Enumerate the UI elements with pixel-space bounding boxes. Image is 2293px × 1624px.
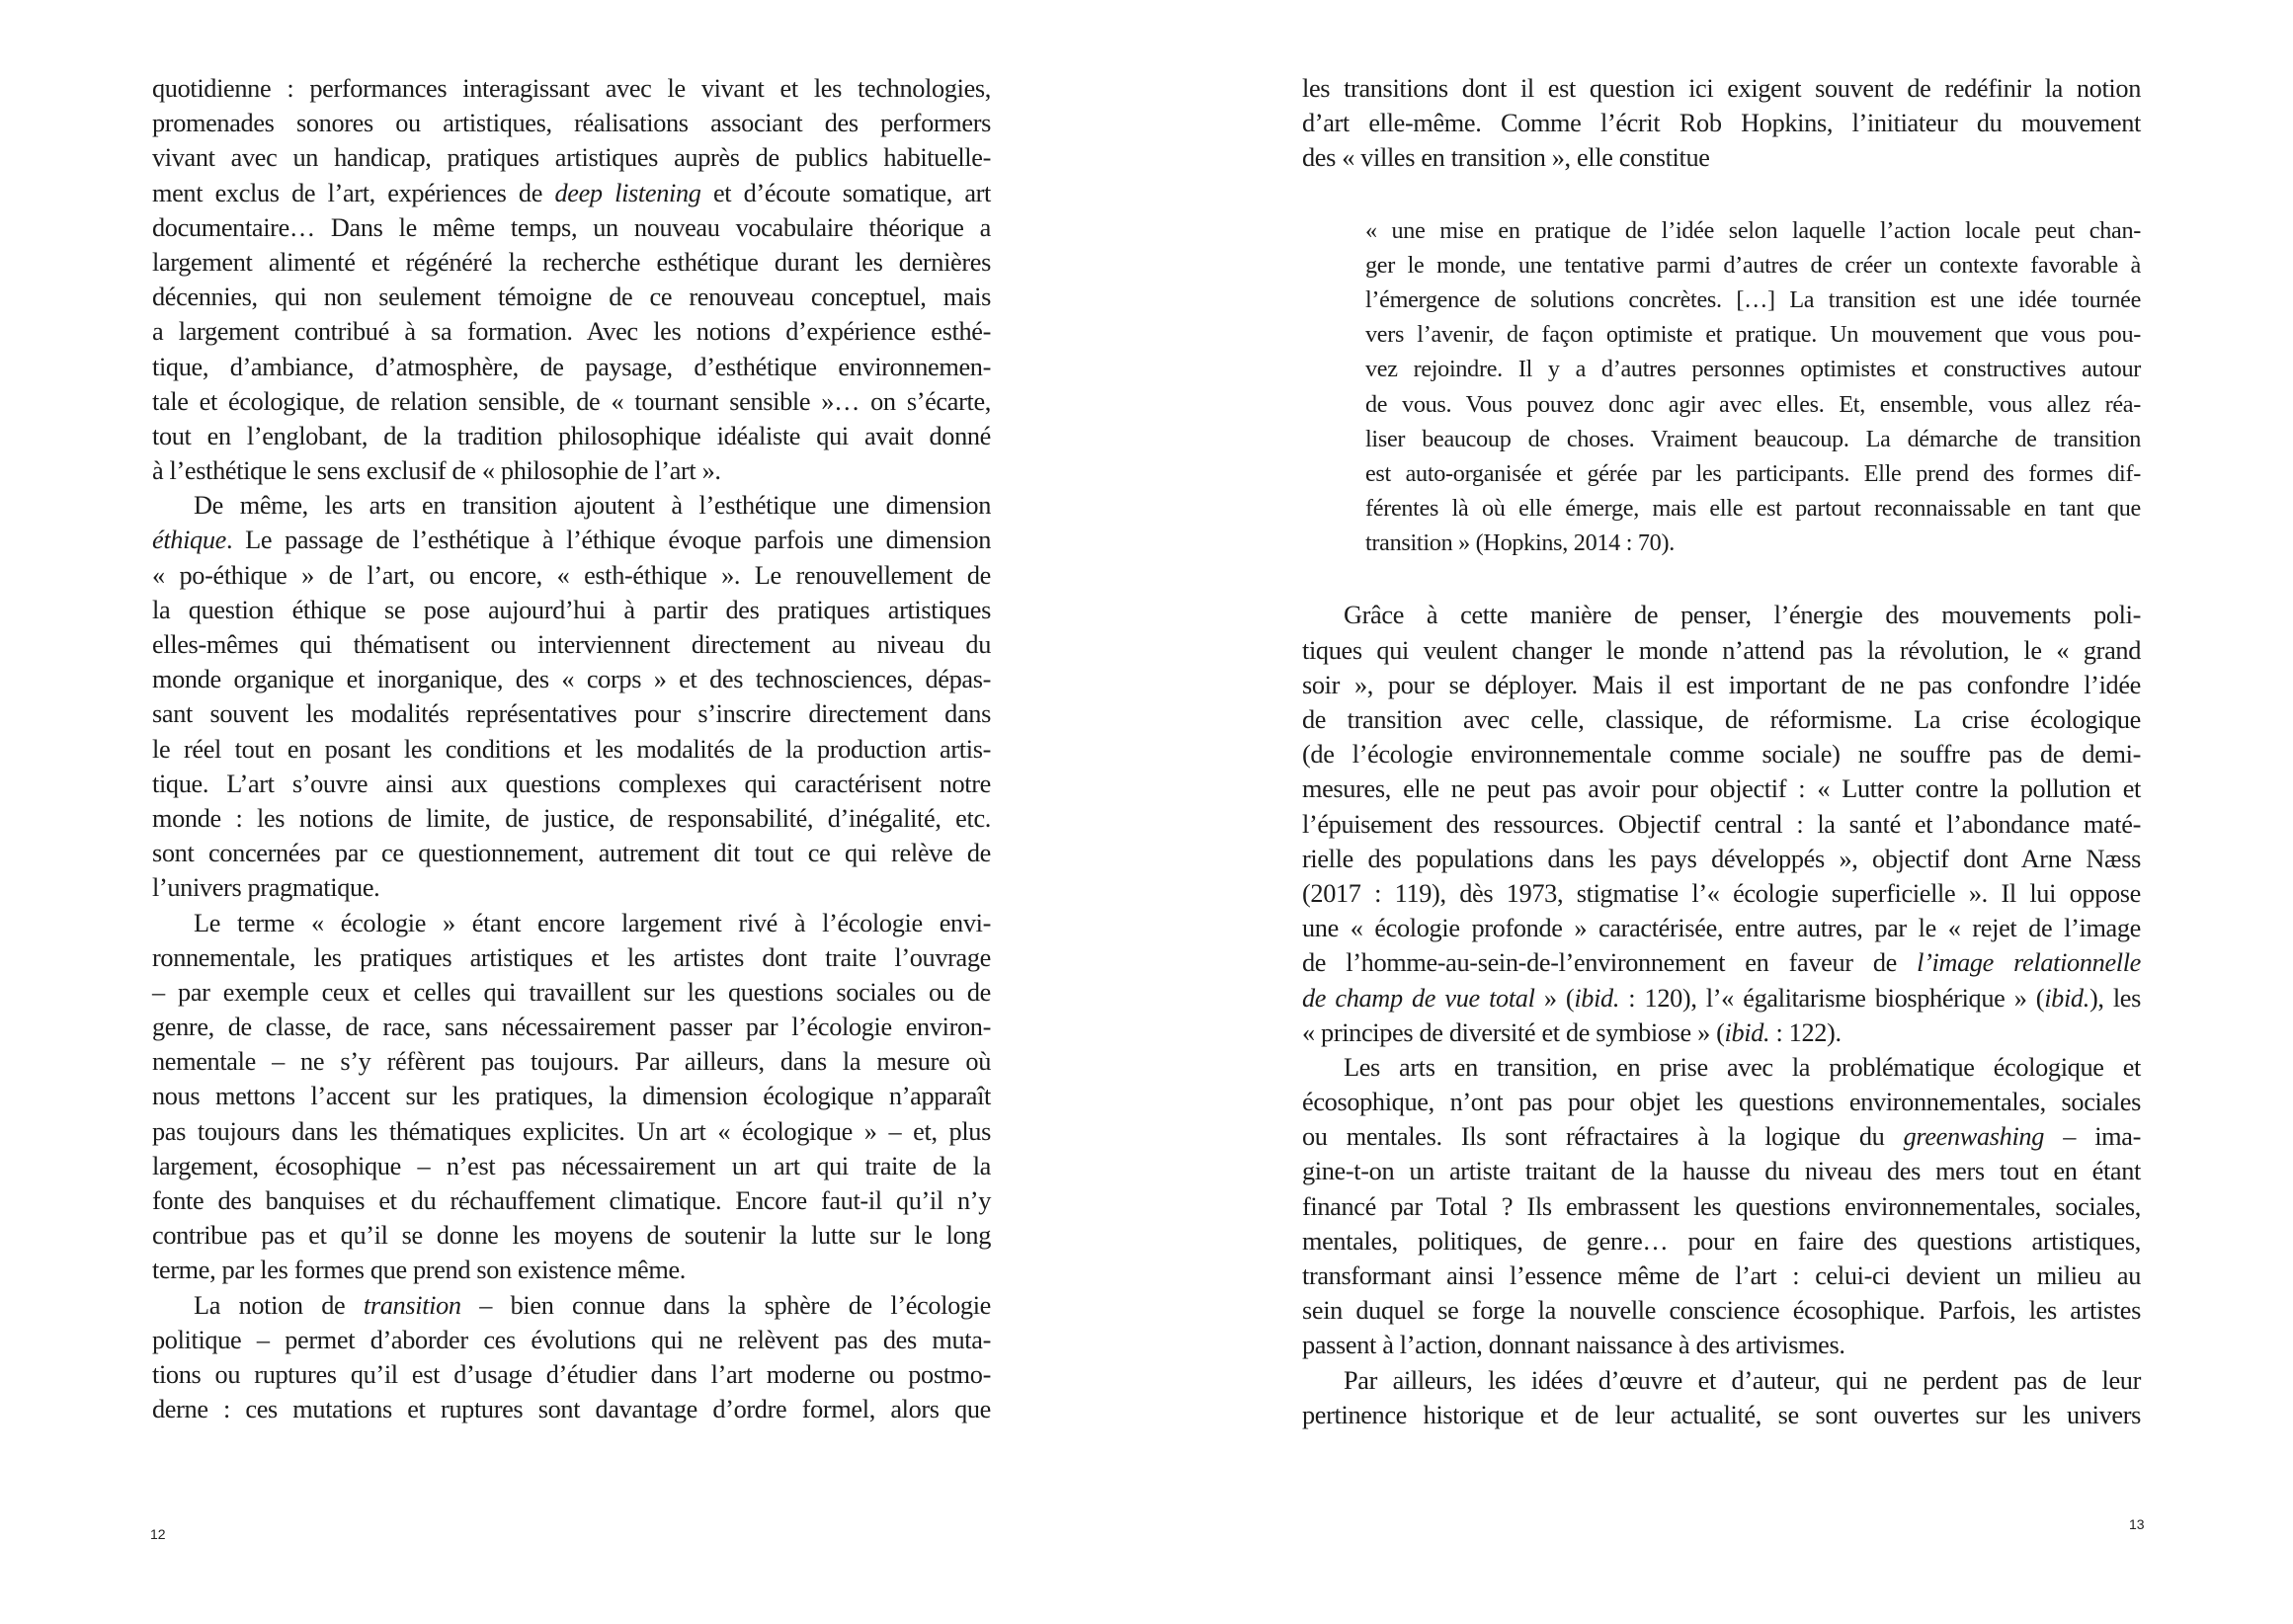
text-line: tale et écologique, de relation sensible, de « tournant sensible »… on s’écarte, bbox=[152, 386, 991, 416]
text-line: tout en l’englobant, de la tradition philosophique idéaliste qui avait donné bbox=[152, 421, 991, 450]
text-line: vers l’avenir, de façon optimiste et pratique. Un mouvement que vous pou- bbox=[1365, 321, 2141, 349]
text-line: fonte des banquises et du réchauffement climatique. Encore faut-il qu’il n’y bbox=[152, 1186, 991, 1215]
text-line: la question éthique se pose aujourd’hui à partir des pratiques artistiques bbox=[152, 595, 991, 624]
text-line: d’art elle-même. Comme l’écrit Rob Hopkins, l’initiateur du mouvement bbox=[1302, 109, 2141, 138]
text-line: Grâce à cette manière de penser, l’énergie des mouvements poli- bbox=[1344, 601, 2141, 630]
text-line: financé par Total ? Ils embrassent les questions environnementales, sociales, bbox=[1302, 1191, 2141, 1221]
text-line: a largement contribué à sa formation. Avec les notions d’expérience esthé- bbox=[152, 317, 991, 347]
text-line: nous mettons l’accent sur les pratiques, la dimension écologique n’apparaît bbox=[152, 1082, 991, 1111]
text-line: promenades sonores ou artistiques, réalisations associant des performers bbox=[152, 109, 991, 138]
text-line: La notion de transition – bien connue dans la sphère de l’écologie bbox=[194, 1290, 991, 1320]
text-line: férentes là où elle émerge, mais elle est partout reconnaissable en tant que bbox=[1365, 495, 2141, 523]
text-line: elles-mêmes qui thématisent ou interviennent directement au niveau du bbox=[152, 630, 991, 659]
text-line: ment exclus de l’art, expériences de deep listening et d’écoute somatique, art bbox=[152, 178, 992, 207]
text-line: éthique. Le passage de l’esthétique à l’éthique évoque parfois une dimension bbox=[152, 526, 991, 555]
text-line: monde organique et inorganique, des « corps » et des technosciences, dépas- bbox=[152, 665, 991, 694]
left-page-text-column bbox=[152, 71, 991, 1426]
paragraph bbox=[152, 1288, 991, 1427]
right-page bbox=[1146, 0, 2293, 1624]
text-line: ronnementale, les pratiques artistiques et les artistes dont traite l’ouvrage bbox=[152, 942, 991, 972]
text-line: est auto-organisée et gérée par les participants. Elle prend des formes dif- bbox=[1365, 459, 2141, 487]
text-line: le réel tout en posant les conditions et les modalités de la production artis- bbox=[152, 734, 991, 764]
text-line: soir », pour se déployer. Mais il est important de ne pas confondre l’idée bbox=[1302, 670, 2141, 699]
text-line: une « écologie profonde » caractérisée, entre autres, par le « rejet de l’image bbox=[1302, 914, 2141, 943]
text-line: mesures, elle ne peut pas avoir pour objectif : « Lutter contre la pollution et bbox=[1302, 774, 2141, 804]
text-line: Par ailleurs, les idées d’œuvre et d’auteur, qui ne perdent pas de leur bbox=[1344, 1365, 2141, 1395]
text-line: les transitions dont il est question ici exigent souvent de redéfinir la notion bbox=[1302, 74, 2141, 103]
text-line: Le terme « écologie » étant encore largement rivé à l’écologie envi- bbox=[194, 908, 991, 937]
text-line: tions ou ruptures qu’il est d’usage d’étudier dans l’art moderne ou postmo- bbox=[152, 1359, 991, 1389]
text-line: tiques qui veulent changer le monde n’attend pas la révolution, le « grand bbox=[1302, 635, 2141, 665]
text-line: genre, de classe, de race, sans nécessairement passer par l’écologie environ- bbox=[152, 1013, 991, 1042]
text-line: ou mentales. Ils sont réfractaires à la logique du greenwashing – ima- bbox=[1302, 1122, 2141, 1152]
intro-paragraph bbox=[1302, 71, 2141, 176]
text-line: passent à l’action, donnant naissance à des artivismes. bbox=[1302, 1331, 1845, 1360]
text-line: de transition avec celle, classique, de réformisme. La crise écologique bbox=[1302, 705, 2141, 734]
text-line: l’émergence de solutions concrètes. […] La transition est une idée tournée bbox=[1365, 285, 2141, 313]
text-line: liser beaucoup de choses. Vraiment beaucoup. La démarche de transition bbox=[1365, 425, 2141, 452]
paragraph bbox=[1302, 1363, 2141, 1432]
text-line: De même, les arts en transition ajoutent à l’esthétique une dimension bbox=[194, 491, 991, 521]
text-line: largement alimenté et régénéré la recherche esthétique durant les dernières bbox=[152, 247, 991, 277]
text-line: transition » (Hopkins, 2014 : 70). bbox=[1365, 529, 1675, 557]
text-line: de vous. Vous pouvez donc agir avec elles. Et, ensemble, vous allez réa- bbox=[1365, 390, 2141, 418]
text-line: monde : les notions de limite, de justice, de responsabilité, d’inégalité, etc. bbox=[152, 803, 991, 833]
text-line: « une mise en pratique de l’idée selon laquelle l’action locale peut chan- bbox=[1365, 216, 2141, 244]
text-line: sant souvent les modalités représentatives pour s’inscrire directement dans bbox=[152, 699, 991, 729]
text-line: Les arts en transition, en prise avec la problématique écologique et bbox=[1344, 1052, 2141, 1082]
body-paragraphs bbox=[1302, 598, 2141, 1432]
text-line: contribue pas et qu’il se donne les moyens de soutenir la lutte sur le long bbox=[152, 1221, 991, 1251]
text-line: terme, par les formes que prend son existence même. bbox=[152, 1256, 687, 1285]
text-line: vivant avec un handicap, pratiques artistiques auprès de publics habituelle- bbox=[152, 143, 991, 173]
text-line: pas toujours dans les thématiques explicites. Un art « écologique » – et, plus bbox=[152, 1116, 991, 1146]
paragraph bbox=[152, 906, 991, 1288]
paragraph bbox=[1302, 598, 2141, 1049]
text-line: écosophique, n’ont pas pour objet les questions environnementales, sociales bbox=[1302, 1088, 2141, 1117]
text-line: à l’esthétique le sens exclusif de « philosophie de l’art ». bbox=[152, 456, 721, 486]
text-line: (de l’écologie environnementale comme sociale) ne souffre pas de demi- bbox=[1302, 740, 2141, 770]
text-line: transformant ainsi l’essence même de l’art : celui-ci devient un milieu au bbox=[1302, 1261, 2141, 1290]
text-line: largement, écosophique – n’est pas nécessairement un art qui traite de la bbox=[152, 1151, 991, 1180]
text-line: documentaire… Dans le même temps, un nouveau vocabulaire théorique a bbox=[152, 212, 991, 242]
text-line: « po-éthique » de l’art, ou encore, « esth-éthique ». Le renouvellement de bbox=[152, 560, 991, 590]
text-line: derne : ces mutations et ruptures sont davantage d’ordre formel, alors que bbox=[152, 1395, 991, 1424]
text-line: sont concernées par ce questionnement, autrement dit tout ce qui relève de bbox=[152, 839, 991, 868]
block-quote bbox=[1365, 213, 2141, 561]
text-line: mentales, politiques, de genre… pour en faire des questions artistiques, bbox=[1302, 1226, 2141, 1256]
text-line: tique, d’ambiance, d’atmosphère, de paysage, d’esthétique environnemen- bbox=[152, 352, 991, 381]
text-line: de l’homme-au-sein-de-l’environnement en faveur de l’image relationnelle bbox=[1302, 948, 2142, 978]
text-line: ger le monde, une tentative parmi d’autres de créer un contexte favorable à bbox=[1365, 251, 2141, 279]
text-line: des « villes en transition », elle constitue bbox=[1302, 143, 1710, 173]
paragraph bbox=[1302, 1050, 2141, 1363]
text-line: « principes de diversité et de symbiose » (ibid. : 122). bbox=[1302, 1017, 1842, 1047]
text-line: décennies, qui non seulement témoigne de ce renouveau conceptuel, mais bbox=[152, 283, 991, 312]
text-line: quotidienne : performances interagissant avec le vivant et les technologies, bbox=[152, 74, 991, 103]
text-line: (2017 : 119), dès 1973, stigmatise l’« écologie superficielle ». Il lui oppose bbox=[1302, 878, 2141, 908]
right-page-text-column bbox=[1302, 71, 2141, 1432]
text-line: vez rejoindre. Il y a d’autres personnes optimistes et constructives autour bbox=[1365, 356, 2141, 383]
paragraph bbox=[152, 488, 991, 905]
page-number-right: 13 bbox=[2129, 1516, 2145, 1532]
text-line: gine-t-on un artiste traitant de la hausse du niveau des mers tout en étant bbox=[1302, 1157, 2141, 1186]
text-line: rielle des populations dans les pays développés », objectif dont Arne Næss bbox=[1302, 844, 2141, 873]
text-line: l’univers pragmatique. bbox=[152, 873, 380, 903]
page-number-left: 12 bbox=[150, 1526, 166, 1542]
text-line: pertinence historique et de leur actualité, se sont ouvertes sur les univers bbox=[1302, 1400, 2141, 1429]
paragraph bbox=[152, 71, 991, 488]
text-line: nementale – ne s’y réfèrent pas toujours. Par ailleurs, dans la mesure où bbox=[152, 1047, 991, 1077]
text-line: tique. L’art s’ouvre ainsi aux questions complexes qui caractérisent notre bbox=[152, 769, 991, 798]
text-line: l’épuisement des ressources. Objectif central : la santé et l’abondance maté- bbox=[1302, 809, 2141, 839]
text-line: sein duquel se forge la nouvelle conscience écosophique. Parfois, les artistes bbox=[1302, 1296, 2141, 1326]
text-line: politique – permet d’aborder ces évolutions qui ne relèvent pas des muta- bbox=[152, 1325, 991, 1354]
text-line: – par exemple ceux et celles qui travaillent sur les questions sociales ou de bbox=[152, 977, 991, 1007]
text-line: de champ de vue total » (ibid. : 120), l’« égalitarisme biosphérique » (ibid.), les bbox=[1302, 983, 2141, 1013]
left-page bbox=[0, 0, 1146, 1624]
